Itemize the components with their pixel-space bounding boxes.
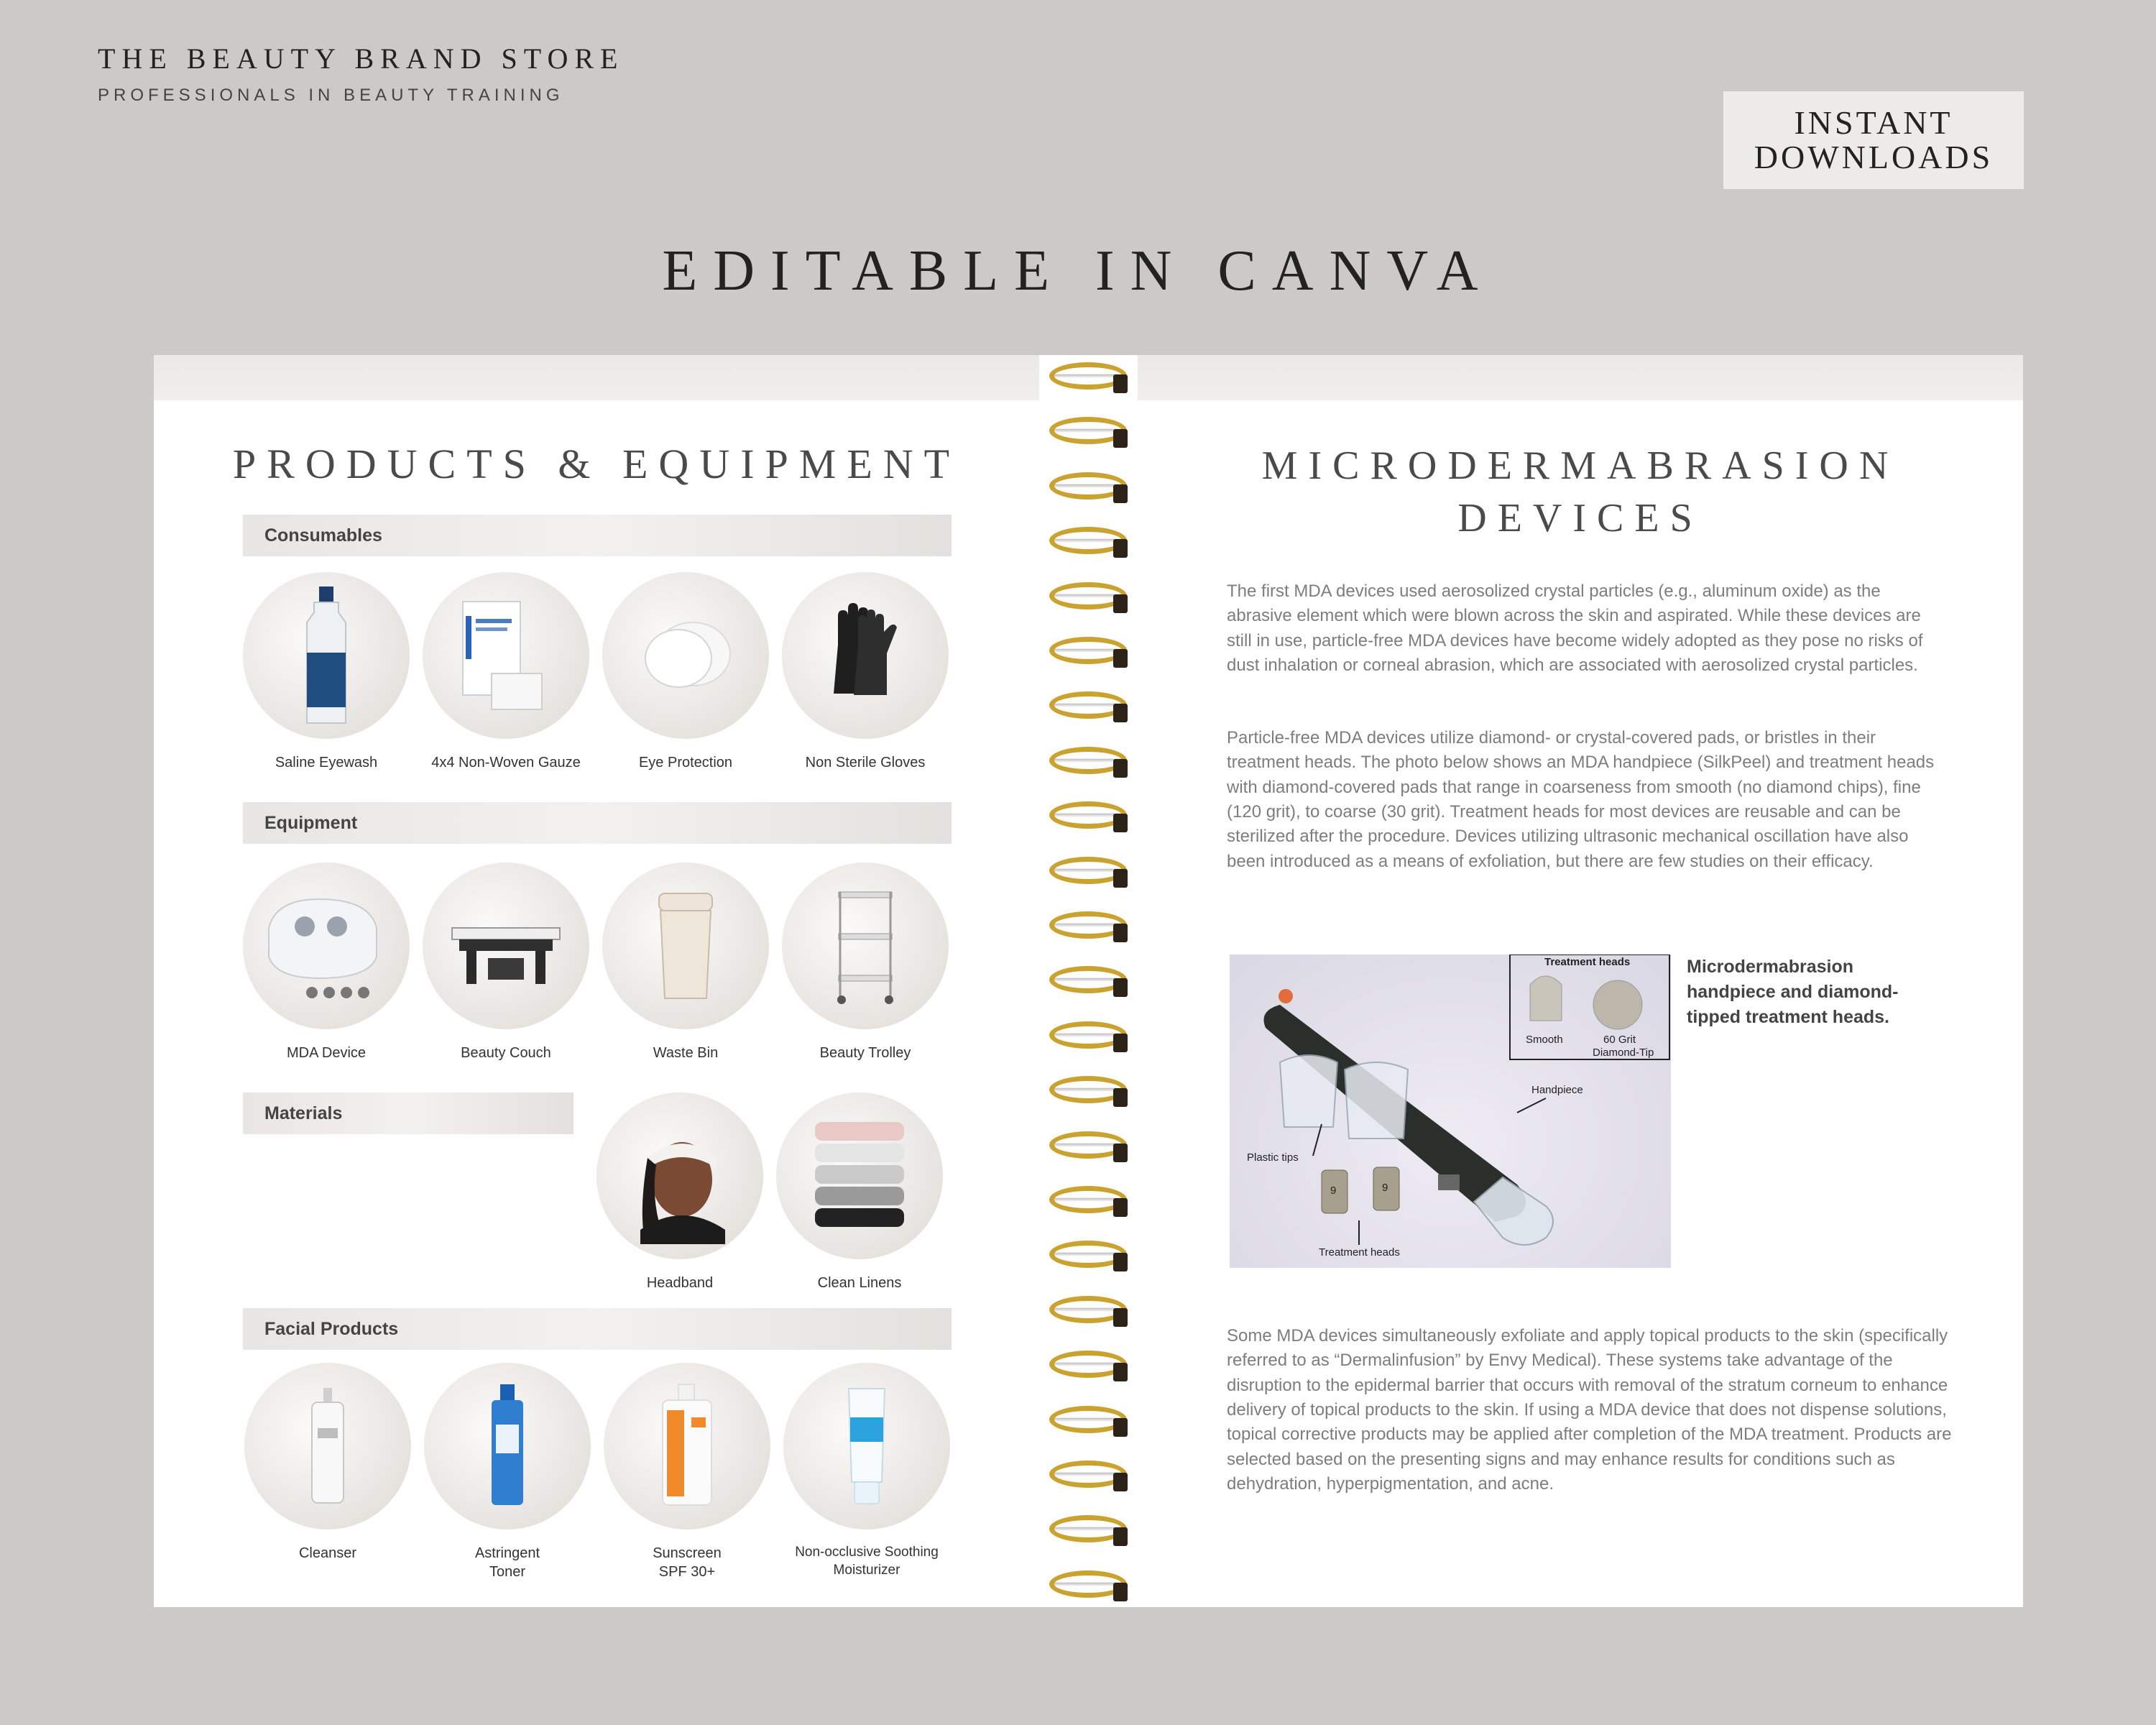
- label-60-grit: 60 Grit: [1603, 1034, 1636, 1046]
- item-moisturizer: [782, 1363, 952, 1579]
- badge-line-1: INSTANT: [1794, 104, 1953, 141]
- item-gauze: [421, 572, 591, 772]
- mda-device-icon: [254, 885, 398, 1007]
- spiral-ring: [1049, 472, 1127, 500]
- item-label: Saline Eyewash: [275, 755, 378, 770]
- spiral-ring: [1049, 417, 1127, 444]
- instant-downloads-badge: [1723, 91, 2024, 189]
- item-cleanser: [243, 1363, 413, 1563]
- item-mda-device: [241, 862, 411, 1062]
- spiral-ring: [1049, 637, 1127, 664]
- spiral-binding: [1039, 355, 1138, 1607]
- item-astringent-toner: [423, 1363, 592, 1581]
- section-materials: Materials: [243, 1092, 573, 1134]
- brand-header: [98, 42, 624, 106]
- item-label: Non-occlusive Soothing Moisturizer: [795, 1545, 939, 1578]
- spiral-ring: [1049, 1296, 1127, 1323]
- handpiece-illustration: [1230, 954, 1671, 1268]
- page-top-band: [1138, 355, 2023, 400]
- bottle-icon: [294, 584, 359, 727]
- towels-icon: [809, 1115, 910, 1237]
- item-label: Headband: [646, 1275, 714, 1291]
- left-page-title: PRODUCTS & EQUIPMENT: [232, 441, 961, 487]
- spiral-ring: [1049, 1570, 1127, 1598]
- label-plastic-tips: Plastic tips: [1247, 1151, 1299, 1164]
- headband-icon: [619, 1108, 741, 1244]
- item-beauty-couch: [421, 862, 591, 1062]
- spiral-ring: [1049, 1241, 1127, 1268]
- spiral-ring: [1049, 1406, 1127, 1433]
- spiral-ring: [1049, 801, 1127, 829]
- item-label: MDA Device: [286, 1045, 367, 1061]
- spiral-ring: [1049, 582, 1127, 610]
- label-diamond-tip: Diamond-Tip: [1593, 1046, 1654, 1059]
- item-eye-protection: [601, 572, 770, 772]
- spiral-ring: [1049, 747, 1127, 774]
- spiral-ring: [1049, 1186, 1127, 1213]
- item-label: 4x4 Non-Woven Gauze: [431, 755, 581, 770]
- eye-pads-icon: [635, 612, 736, 699]
- item-label: Waste Bin: [653, 1045, 719, 1061]
- item-clean-linens: [775, 1092, 944, 1292]
- label-head-a: 9: [1330, 1184, 1337, 1197]
- trolley-icon: [826, 885, 905, 1007]
- item-sunscreen: [602, 1363, 772, 1581]
- gloves-icon: [822, 602, 908, 709]
- right-page: [1138, 355, 2023, 1607]
- item-label: Cleanser: [298, 1545, 357, 1561]
- page-top-band: [154, 355, 1039, 400]
- item-label: Non Sterile Gloves: [805, 755, 926, 770]
- bin-icon: [646, 885, 725, 1007]
- item-label: Beauty Trolley: [819, 1045, 911, 1061]
- spiral-ring: [1049, 527, 1127, 554]
- spiral-ring: [1049, 1460, 1127, 1488]
- section-facial-products: Facial Products: [243, 1308, 952, 1350]
- section-equipment: Equipment: [243, 802, 952, 844]
- paragraph-2: Particle-free MDA devices utilize diamond- or crystal-covered pads, or bristles in their treatment heads. The photo below shows an MDA handpiece (SilkPeel) and treatment heads with diamond-covered pads that range in coarseness from smooth (no diamond chips), fine (120 grit), to coarse (30 grit). Treatment heads for most devices are reusable and can be sterilized after the procedure. Devices utilizing ultrasonic mechanical oscillation have also been introduced as a means of exfoliation, but there are few studies on their efficacy.: [1227, 728, 1935, 871]
- spiral-ring: [1049, 1131, 1127, 1159]
- right-page-title: MICRODERMABRASION DEVICES: [1261, 443, 1899, 540]
- label-head-b: 9: [1382, 1182, 1388, 1194]
- photo-caption: Microdermabrasion handpiece and diamond-tipped treatment heads.: [1687, 957, 1899, 1027]
- spiral-ring: [1049, 1021, 1127, 1049]
- sunscreen-icon: [651, 1381, 723, 1511]
- paragraph-1: The first MDA devices used aerosolized crystal particles (e.g., aluminum oxide) as the abrasive element which were blown across the skin and aspirated. While these devices are still in use, particle-free MDA devices have become widely adopted as they pose no risks of dust inhalation or corneal abrasion, which are associated with aerosolized crystal particles.: [1227, 581, 1923, 675]
- spiral-ring: [1049, 966, 1127, 993]
- brand-tagline: PROFESSIONALS IN BEAUTY TRAINING: [98, 86, 564, 105]
- item-gloves: [780, 572, 950, 772]
- label-treatment-heads-box: Treatment heads: [1544, 956, 1631, 968]
- spiral-ring: [1049, 1515, 1127, 1542]
- label-handpiece: Handpiece: [1531, 1084, 1583, 1096]
- spiral-ring: [1049, 857, 1127, 884]
- headline: EDITABLE IN CANVA: [662, 239, 1494, 303]
- left-page: [154, 355, 1039, 1607]
- spiral-ring: [1049, 362, 1127, 390]
- moisturizer-icon: [834, 1381, 899, 1511]
- item-saline-eyewash: [241, 572, 411, 772]
- badge-line-2: DOWNLOADS: [1754, 139, 1994, 175]
- item-label: Eye Protection: [638, 755, 733, 770]
- item-label: Sunscreen SPF 30+: [653, 1545, 722, 1580]
- section-consumables: Consumables: [243, 515, 952, 556]
- spiral-ring: [1049, 1076, 1127, 1103]
- label-treatment-heads: Treatment heads: [1319, 1246, 1400, 1259]
- item-beauty-trolley: [780, 862, 950, 1062]
- spiral-ring: [1049, 691, 1127, 719]
- handpiece-photo: [1230, 954, 1671, 1268]
- spiral-ring: [1049, 1351, 1127, 1378]
- item-label: Beauty Couch: [461, 1045, 551, 1061]
- item-headband: [595, 1092, 765, 1292]
- cleanser-icon: [299, 1385, 356, 1507]
- item-label: Clean Linens: [817, 1275, 902, 1291]
- toner-icon: [479, 1381, 536, 1511]
- spiral-ring: [1049, 911, 1127, 939]
- gauze-icon: [456, 594, 556, 717]
- paragraph-3: Some MDA devices simultaneously exfoliate and apply topical products to the skin (specifically referred to as “Dermalinfusion” by Envy Medical). These systems take advantage of the disruption to the epidermal barrier that occurs with removal of the stratum corneum to enhance delivery of topical products to the skin. If using a MDA device that does not dispense solutions, topical corrective products may be applied after completion of the MDA treatment. Products are selected based on the presenting signs and may enhance results for conditions such as dehydration, hyperpigmentation, and acne.: [1227, 1326, 1952, 1494]
- brand-name: THE BEAUTY BRAND STORE: [98, 42, 625, 75]
- couch-icon: [438, 899, 574, 993]
- item-label: Astringent Toner: [474, 1545, 540, 1580]
- item-waste-bin: [601, 862, 770, 1062]
- label-smooth: Smooth: [1526, 1034, 1563, 1046]
